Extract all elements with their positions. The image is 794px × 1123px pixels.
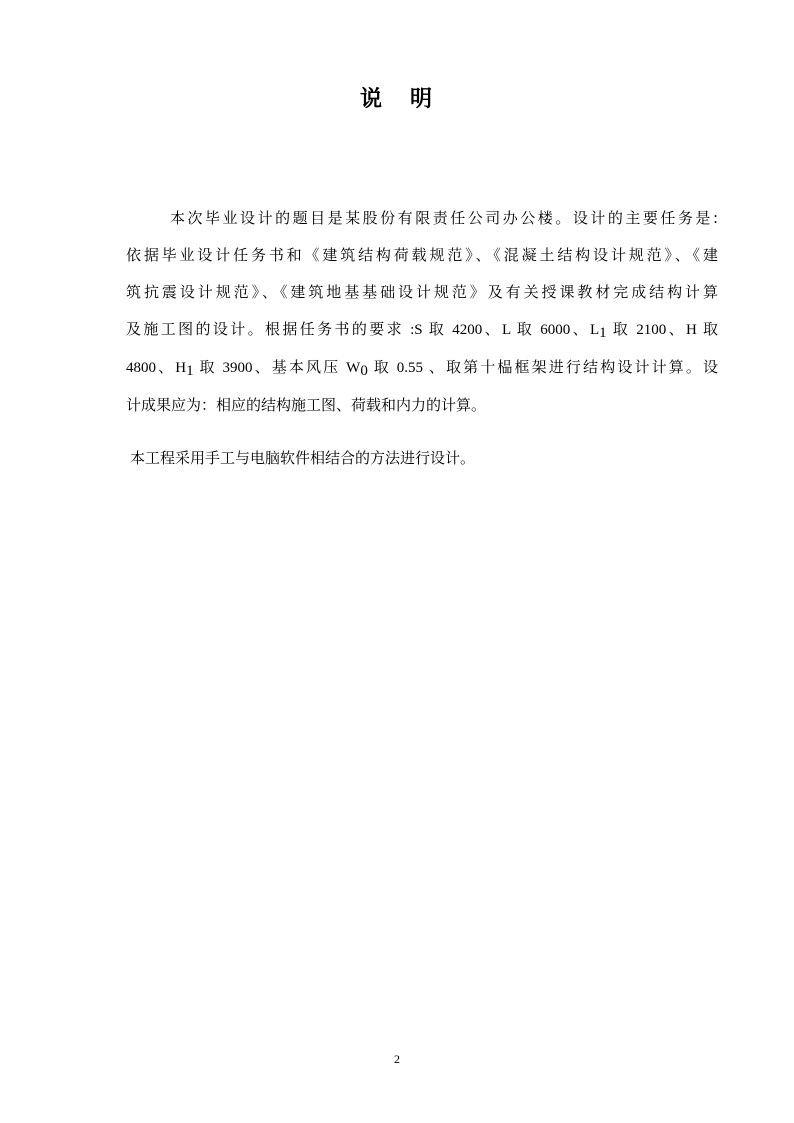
paragraph-1-line-2: 依据毕业设计任务书和《建筑结构荷载规范》、《混凝土结构设计规范》、《建 bbox=[126, 246, 718, 264]
paragraph-1-line-3: 筑抗震设计规范》、《建筑地基基础设计规范》及有关授课教材完成结构计算 bbox=[126, 283, 718, 301]
line-4-text-a: 及施工图的设计。根据任务书的要求 :S 取 4200、L 取 6000、L bbox=[126, 322, 600, 338]
title-char-1: 说 bbox=[359, 86, 384, 112]
paragraph-2: 本工程采用手工与电脑软件相结合的方法进行设计。 bbox=[130, 449, 476, 467]
line-5-text-a: 4800、H bbox=[126, 360, 187, 376]
line-5-subscript-2: 0 bbox=[360, 363, 368, 379]
body-content bbox=[96, 200, 718, 477]
page-number: 2 bbox=[394, 1052, 400, 1066]
line-4-text-b: 取 2100、H 取 bbox=[606, 322, 718, 338]
paragraph-1-line-1: 本次毕业设计的题目是某股份有限责任公司办公楼。设计的主要任务是: bbox=[170, 209, 718, 227]
paragraph-1-line-6: 计成果应为：相应的结构施工图、荷载和内力的计算。 bbox=[126, 396, 487, 414]
line-5-subscript-1: 1 bbox=[186, 363, 194, 379]
paragraph-1-line-5 bbox=[96, 349, 718, 387]
title-char-2: 明 bbox=[410, 86, 435, 112]
line-5-text-c: 取 0.55 、取第十榀框架进行结构设计计算。设 bbox=[367, 360, 718, 376]
line-4-subscript: 1 bbox=[599, 325, 607, 341]
paragraph-1 bbox=[96, 200, 718, 424]
paragraph-1-line-4 bbox=[96, 311, 718, 349]
page-title bbox=[0, 82, 794, 113]
line-5-text-b: 取 3900、基本风压 W bbox=[193, 360, 361, 376]
